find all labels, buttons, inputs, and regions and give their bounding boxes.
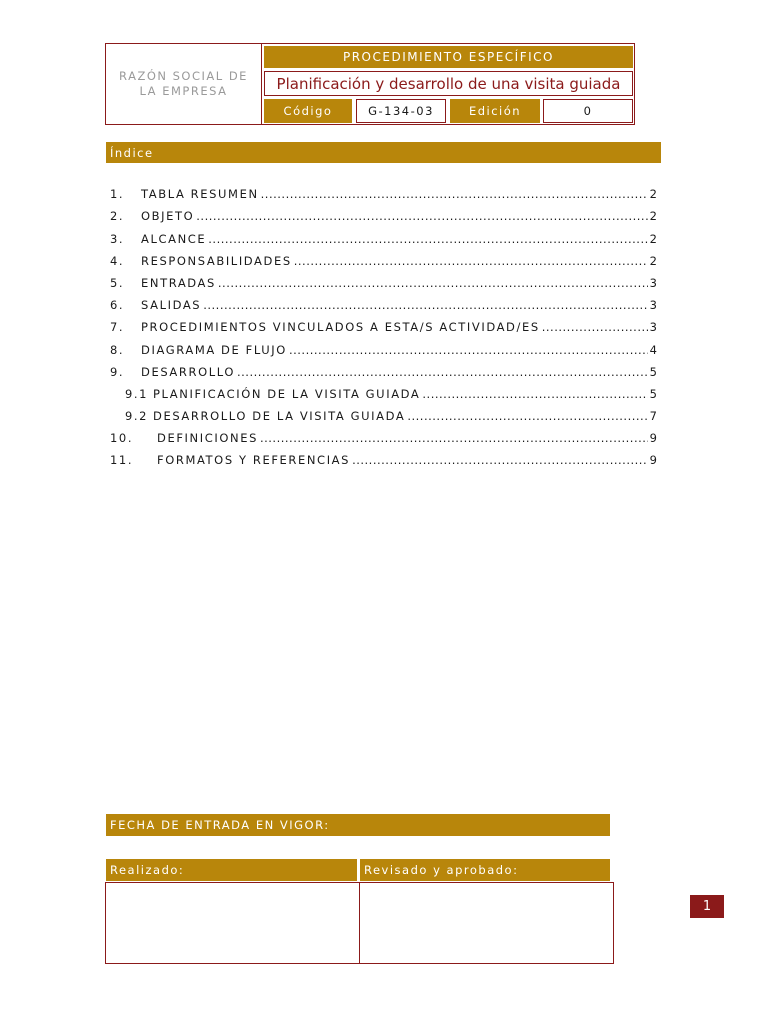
toc-item-3[interactable] (110, 223, 657, 245)
toc-page: 9 (649, 453, 657, 468)
effective-date-label: FECHA DE ENTRADA EN VIGOR: (106, 814, 610, 836)
toc-item-2[interactable] (110, 201, 657, 223)
done-by-label: Realizado: (106, 859, 357, 881)
index-heading: Índice (106, 142, 661, 163)
code-value: G-134-03 (356, 99, 446, 123)
toc-item-4[interactable] (110, 246, 657, 268)
toc-page: 7 (649, 409, 657, 424)
toc-page: 3 (649, 298, 657, 313)
toc-label: DESARROLLO DE LA VISITA GUIADA (153, 409, 406, 424)
toc-item-8[interactable] (110, 334, 657, 356)
toc-leader (218, 276, 648, 290)
toc-leader (289, 343, 648, 357)
toc-leader (196, 209, 647, 223)
toc-leader (208, 232, 647, 246)
toc-label: DIAGRAMA DE FLUJO (141, 342, 287, 357)
toc-item-10[interactable] (110, 423, 657, 445)
toc-item-6[interactable] (110, 290, 657, 312)
toc-item-5[interactable] (110, 268, 657, 290)
toc-page: 2 (649, 231, 657, 246)
toc-number: 11. (110, 453, 134, 468)
toc-page: 5 (649, 364, 657, 379)
toc-leader (260, 431, 648, 445)
toc-number: 10. (110, 431, 134, 446)
toc-item-9-2[interactable] (110, 401, 657, 423)
toc-leader (203, 298, 647, 312)
toc-number: 9. (110, 364, 125, 379)
toc-label: OBJETO (141, 209, 195, 224)
toc-label: DEFINICIONES (157, 431, 258, 446)
toc-label: SALIDAS (141, 298, 202, 313)
toc-leader (407, 409, 647, 423)
toc-label: DESARROLLO (141, 364, 235, 379)
toc-label: PROCEDIMIENTOS VINCULADOS A ESTA/S ACTIVIDAD/ES (141, 320, 540, 335)
toc-page: 3 (649, 275, 657, 290)
toc-number: 4. (110, 253, 125, 268)
toc-item-9[interactable] (110, 357, 657, 379)
toc-leader (352, 453, 648, 467)
reviewed-approved-label: Revisado y aprobado: (360, 859, 610, 881)
toc-leader (422, 387, 647, 401)
toc-label: PLANIFICACIÓN DE LA VISITA GUIADA (153, 386, 421, 401)
toc-page: 2 (649, 253, 657, 268)
toc-label: FORMATOS Y REFERENCIAS (157, 453, 351, 468)
table-of-contents (110, 179, 657, 467)
toc-leader (237, 365, 648, 379)
toc-leader (261, 187, 648, 201)
toc-number: 2. (110, 209, 125, 224)
toc-label: TABLA RESUMEN (141, 187, 259, 202)
toc-page: 5 (649, 386, 657, 401)
toc-item-9-1[interactable] (110, 379, 657, 401)
procedure-type: PROCEDIMIENTO ESPECÍFICO (264, 46, 633, 68)
toc-number: 9.2 (125, 409, 149, 424)
toc-number: 7. (110, 320, 125, 335)
toc-label: RESPONSABILIDADES (141, 253, 292, 268)
toc-leader (294, 254, 648, 268)
toc-item-11[interactable] (110, 445, 657, 467)
toc-number: 9.1 (125, 386, 149, 401)
toc-page: 9 (649, 431, 657, 446)
page-number-badge: 1 (690, 895, 724, 918)
edition-label: Edición (450, 99, 540, 123)
toc-page: 4 (649, 342, 657, 357)
toc-page: 3 (649, 320, 657, 335)
toc-label: ENTRADAS (141, 275, 216, 290)
toc-number: 8. (110, 342, 125, 357)
toc-number: 6. (110, 298, 125, 313)
toc-label: ALCANCE (141, 231, 207, 246)
toc-number: 1. (110, 187, 125, 202)
toc-page: 2 (649, 187, 657, 202)
code-label: Código (264, 99, 352, 123)
signature-divider (359, 883, 360, 963)
signature-box (105, 882, 614, 964)
procedure-title: Planificación y desarrollo de una visita guiada (264, 71, 633, 96)
toc-page: 2 (649, 209, 657, 224)
document-header (105, 43, 635, 125)
company-name: RAZÓN SOCIAL DE LA EMPRESA (106, 44, 262, 124)
toc-number: 3. (110, 231, 125, 246)
toc-number: 5. (110, 275, 125, 290)
edition-value: 0 (543, 99, 633, 123)
toc-item-1[interactable] (110, 179, 657, 201)
toc-item-7[interactable] (110, 312, 657, 334)
toc-leader (542, 320, 648, 334)
